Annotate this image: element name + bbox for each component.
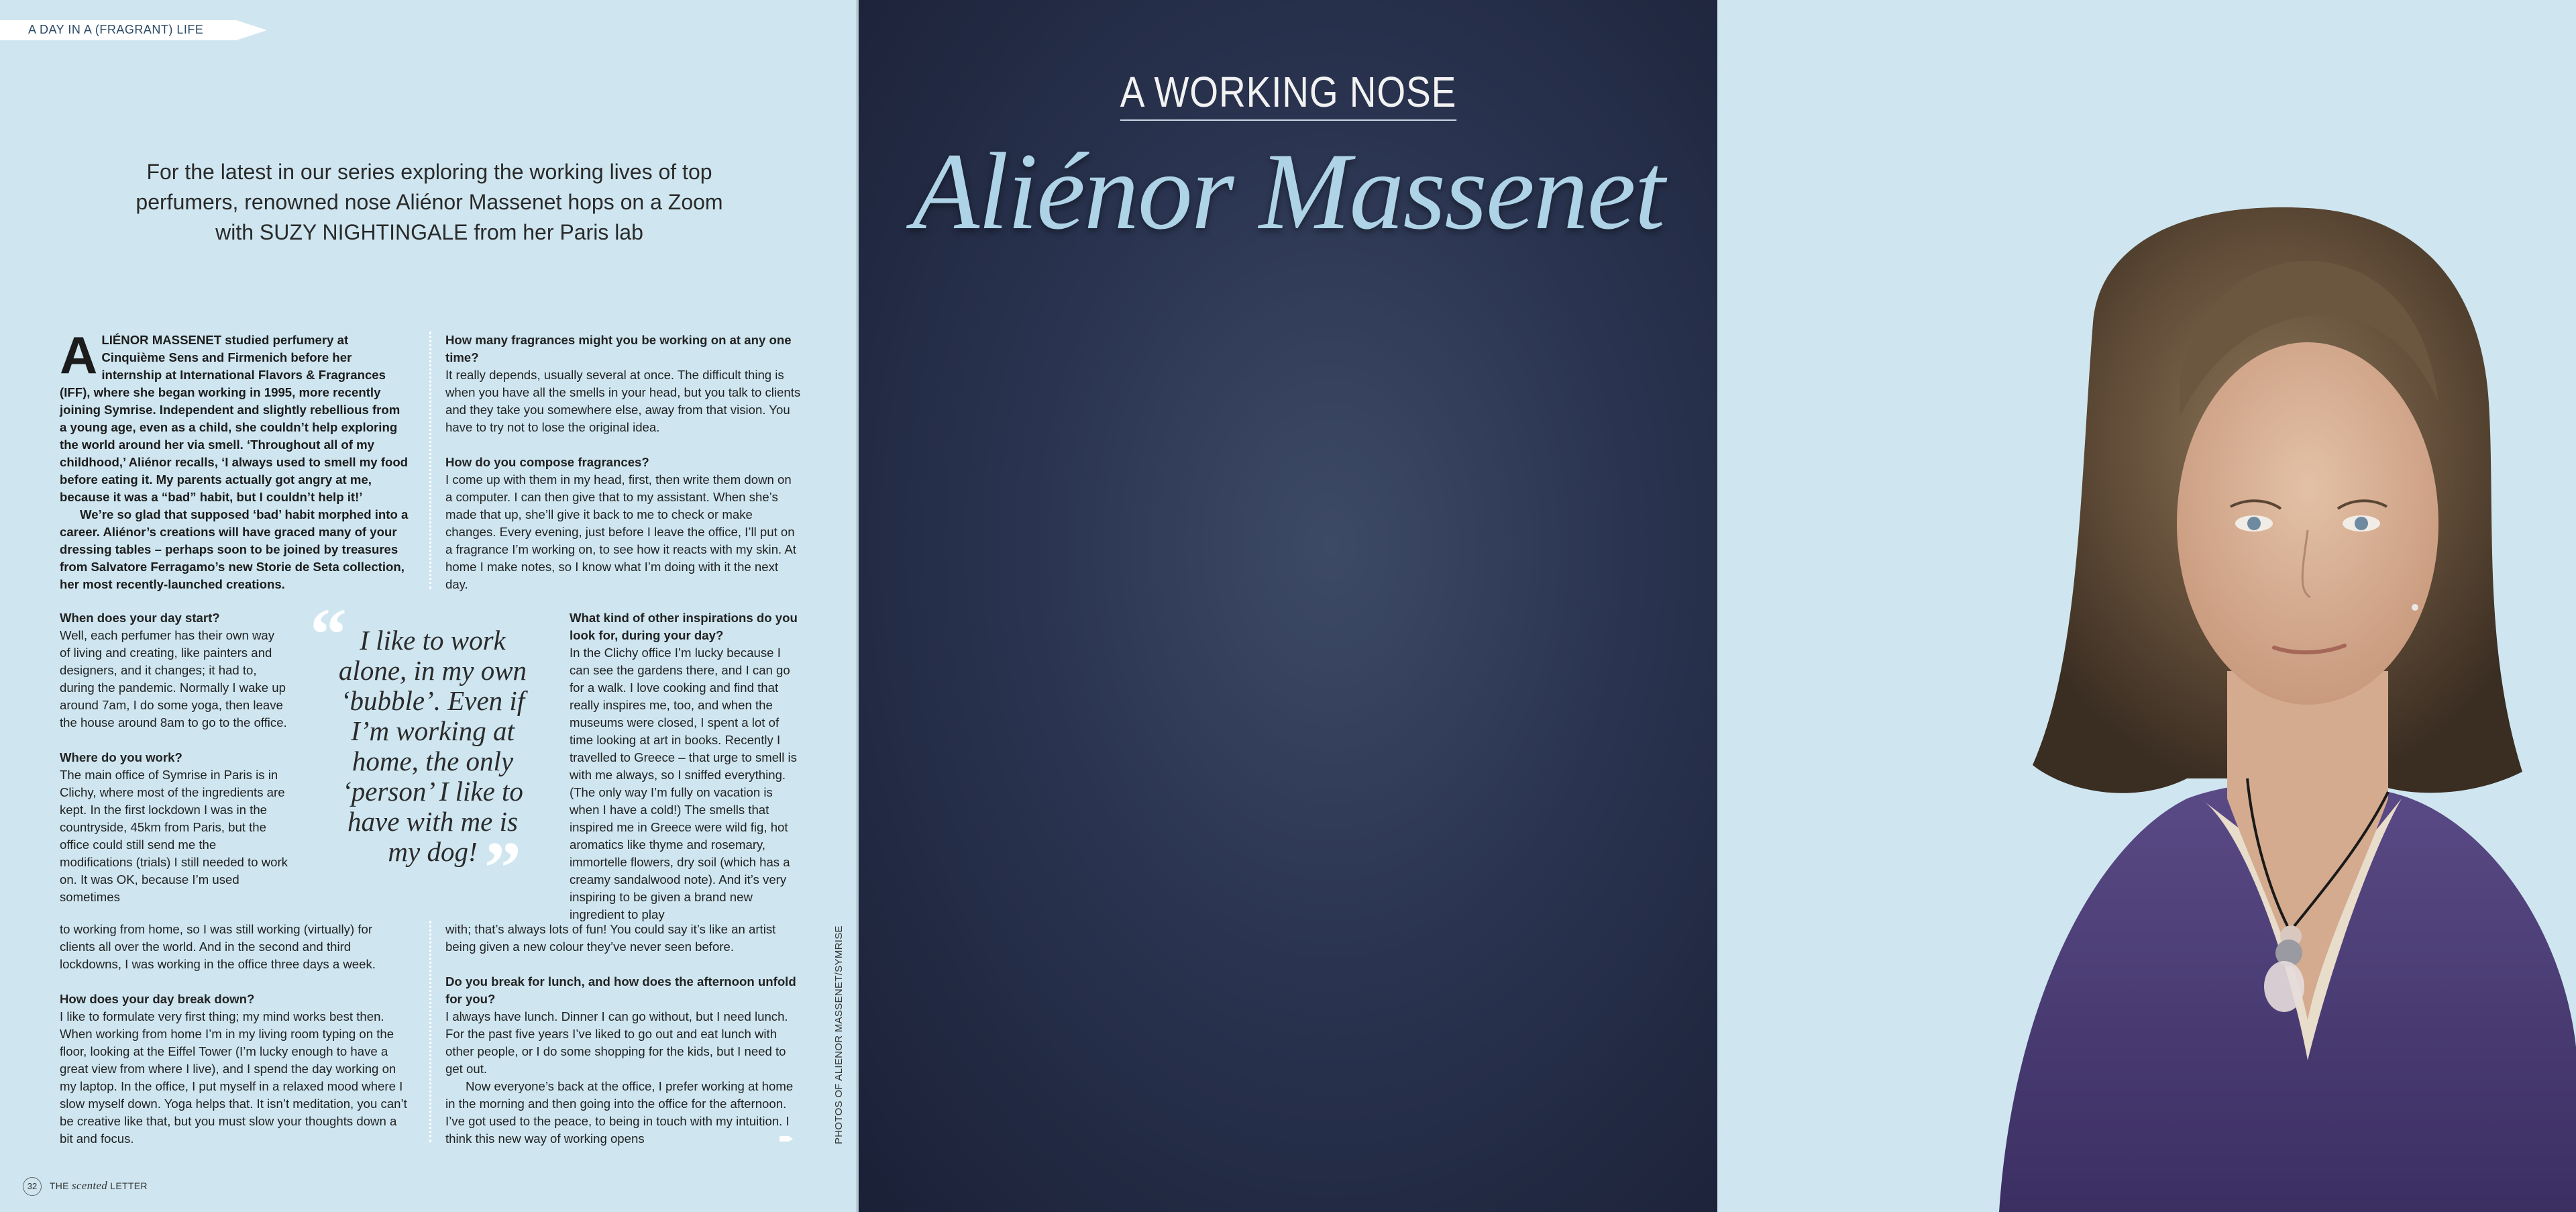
answer-where-work-2: to working from home, so I was still working (virtually) for clients all over the world. And in the second and third lockdowns, I was working in the office three days a week.: [60, 922, 376, 971]
open-quote-icon: “: [310, 593, 347, 675]
section-tag-label: A DAY IN A (FRAGRANT) LIFE: [28, 23, 204, 36]
section-tag: [0, 19, 268, 42]
intro-standfirst: For the latest in our series exploring the working lives of top perfumers, renowned nose Aliénor Massenet hops on a Zoom with SUZY NIGHTINGALE from her Paris lab: [136, 160, 723, 244]
continue-arrow-icon: [780, 1134, 794, 1144]
page-number: 32: [23, 1177, 42, 1196]
narrow-column-left: [60, 609, 288, 906]
question-day-breakdown: How does your day break down?: [60, 992, 255, 1006]
column-divider: [429, 332, 431, 589]
answer-lunch: I always have lunch. Dinner I can go without, but I need lunch. For the past five years I’ve liked to go out and eat lunch with other people, or I do some shopping for the kids, but I need to get out.: [445, 1009, 788, 1076]
question-where-work: Where do you work?: [60, 750, 182, 764]
answer-inspirations-2: with; that’s always lots of fun! You could say it’s like an artist being given a new colour they’ve never seen before.: [445, 922, 776, 954]
answer-day-start: Well, each perfumer has their own way of living and creating, like painters and designers, and it changes; it had to, during the pandemic. Normally I wake up around 7am, I do some yoga, then leave the house around 8am to go to the office.: [60, 628, 287, 729]
answer-day-breakdown: I like to formulate very first thing; my mind works best then. When working from home I’m in my living room typing on the floor, looking at the Eiffel Tower (I’m lucky enough to have a great view from where I live), and I spend the day working on my laptop. In the office, I put myself in a relaxed mood where I slow myself down. Yoga helps that. It isn’t meditation, you can’t be creative like that, but you must slow your thoughts down a bit and focus.: [60, 1009, 407, 1146]
magazine-name: THE scented LETTER: [49, 1179, 148, 1192]
answer-lunch-2: Now everyone’s back at the office, I prefer working at home in the morning and then going into the office for the afternoon. I’ve got used to the peace, to being in touch with my intuition. I think this new way of working opens: [445, 1079, 794, 1146]
right-column-bottom: [445, 921, 801, 1148]
lead-paragraph-2: We’re so glad that supposed ‘bad’ habit morphed into a career. Aliénor’s creations will have graced many of your dressing tables – perhaps soon to be joined by treasures from Salvatore Ferragamo’s new Storie de Seta collection, her most recently-launched creations.: [60, 507, 409, 591]
drop-cap: A: [60, 325, 98, 385]
answer-inspirations-1: In the Clichy office I’m lucky because I can see the gardens there, and I can go for a walk. I love cooking and find that really inspires me, too, and when the museums were closed, I spent a lot of time looking at art in books. Recently I travelled to Greece – that urge to smell is with me always, so I sniffed everything. (The only way I’m fully on vacation is when I have a cold!) The smells that inspired me in Greece were wild fig, hot aromatics like thyme and rosemary, immortelle flowers, dry soil (which has a creamy sandalwood note). And it’s very inspiring to be given a brand new ingredient to play: [570, 646, 797, 921]
answer-how-many: It really depends, usually several at once. The difficult thing is when you have all the smells in your head, but you talk to clients and they take you somewhere else, away from that vision. You have to try not to lose the original idea.: [445, 368, 801, 434]
left-page: [0, 0, 859, 1212]
question-inspirations: What kind of other inspirations do you look for, during your day?: [570, 611, 798, 642]
answer-compose: I come up with them in my head, first, then write them down on a computer. I can then give that to my assistant. When she’s made that up, she’ll give it back to me to check or make changes. Every evening, just before I leave the office, I’ll put on a fragrance I’m working on, to see how it reacts with my skin. At home I make notes, so I know what I’m doing with it the next day.: [445, 472, 796, 591]
right-column-top: [445, 332, 801, 593]
portrait-photo: [1717, 0, 2576, 1212]
lead-paragraph: [60, 325, 409, 506]
question-lunch: Do you break for lunch, and how does the afternoon unfold for you?: [445, 974, 796, 1006]
headline-name: Aliénor Massenet: [912, 131, 1664, 252]
column-divider: [429, 921, 431, 1142]
question-day-start: When does your day start?: [60, 611, 220, 625]
full-column-left: [60, 921, 409, 1148]
pull-quote: I like to work alone, in my own ‘bubble’. Even if I’m working at home, the only ‘person’ I like to have with me is my dog!: [338, 625, 527, 867]
question-compose: How do you compose fragrances?: [445, 455, 649, 469]
lead-column: [60, 325, 409, 593]
folio: [23, 1177, 148, 1196]
answer-where-work-1: The main office of Symrise in Paris is in Clichy, where most of the ingredients are kept. In the first lockdown I was in the countryside, 45km from Paris, but the office could still send me the modifications (trials) I still needed to work on. It was OK, because I’m used sometimes: [60, 768, 288, 904]
kicker-heading: [859, 67, 1717, 121]
photo-credit: PHOTOS OF ALIENOR MASSENET/SYMRISE: [833, 925, 845, 1144]
kicker-text: A WORKING NOSE: [1120, 67, 1456, 121]
question-how-many: How many fragrances might you be working on at any one time?: [445, 333, 792, 364]
narrow-column-right: [570, 609, 801, 923]
close-quote-icon: ”: [484, 827, 521, 909]
lead-text: LIÉNOR MASSENET studied perfumery at Cinquième Sens and Firmenich before her internship at International Flavors & Fragrances (IFF), where she began working in 1995, more recently joining Symrise. Independent and slightly rebellious from a young age, even as a child, she couldn’t help exploring the world around her via smell. ‘Throughout all of my childhood,’ Aliénor recalls, ‘I always used to smell my food before eating it. My parents actually got angry at me, because it was a “bad” habit, but I couldn’t help it!’: [60, 333, 409, 504]
